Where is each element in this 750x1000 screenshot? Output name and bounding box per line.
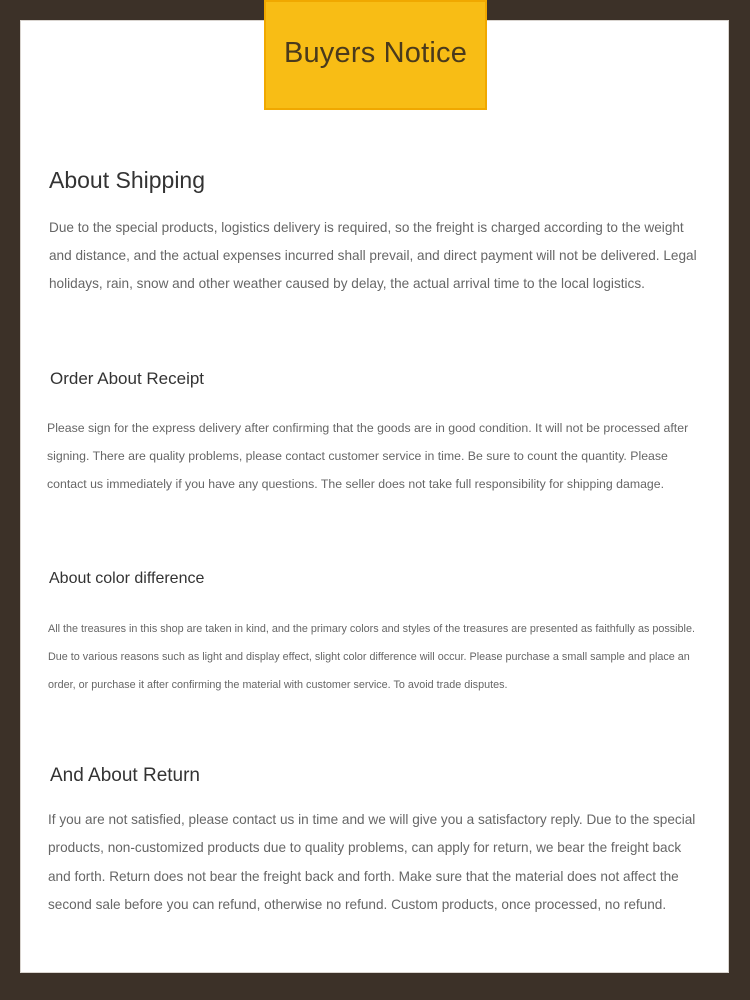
section-heading: About color difference xyxy=(49,570,205,587)
section-body: If you are not satisfied, please contact us in time and we will give you a satisfactory reply. Due to the special products, non-customized products due to quality problems, can apply for return, we bear the freight back and forth. Return does not bear the freight back and forth. Make sure that the material does not affect the second sale before you can refund, otherwise no refund. Custom products, once processed, no refund. xyxy=(48,812,696,912)
title-banner xyxy=(264,0,487,110)
section-heading: And About Return xyxy=(50,765,200,786)
page-title: Buyers Notice xyxy=(283,36,468,69)
section-body: All the treasures in this shop are taken in kind, and the primary colors and styles of the treasures are presented as faithfully as possible. Due to various reasons such as light and display effect, slight color difference will occur. Please purchase a small sample and place an order, or purchase it after confirming the material with customer service. To avoid trade disputes. xyxy=(48,623,695,691)
section-body: Please sign for the express delivery after confirming that the goods are in good condition. It will not be processed after signing. There are quality problems, please contact customer service in time. Be sure to count the quantity. Please contact us immediately if you have any questions. The seller does not take full responsibility for shipping damage. xyxy=(47,421,689,491)
section-body: Due to the special products, logistics delivery is required, so the freight is charged according to the weight and distance, and the actual expenses incurred shall prevail, and direct payment will not be delivered. Legal holidays, rain, snow and other weather caused by delay, the actual arrival time to the local logistics. xyxy=(49,220,697,291)
section-heading: Order About Receipt xyxy=(50,369,205,388)
section-heading: About Shipping xyxy=(49,167,206,193)
